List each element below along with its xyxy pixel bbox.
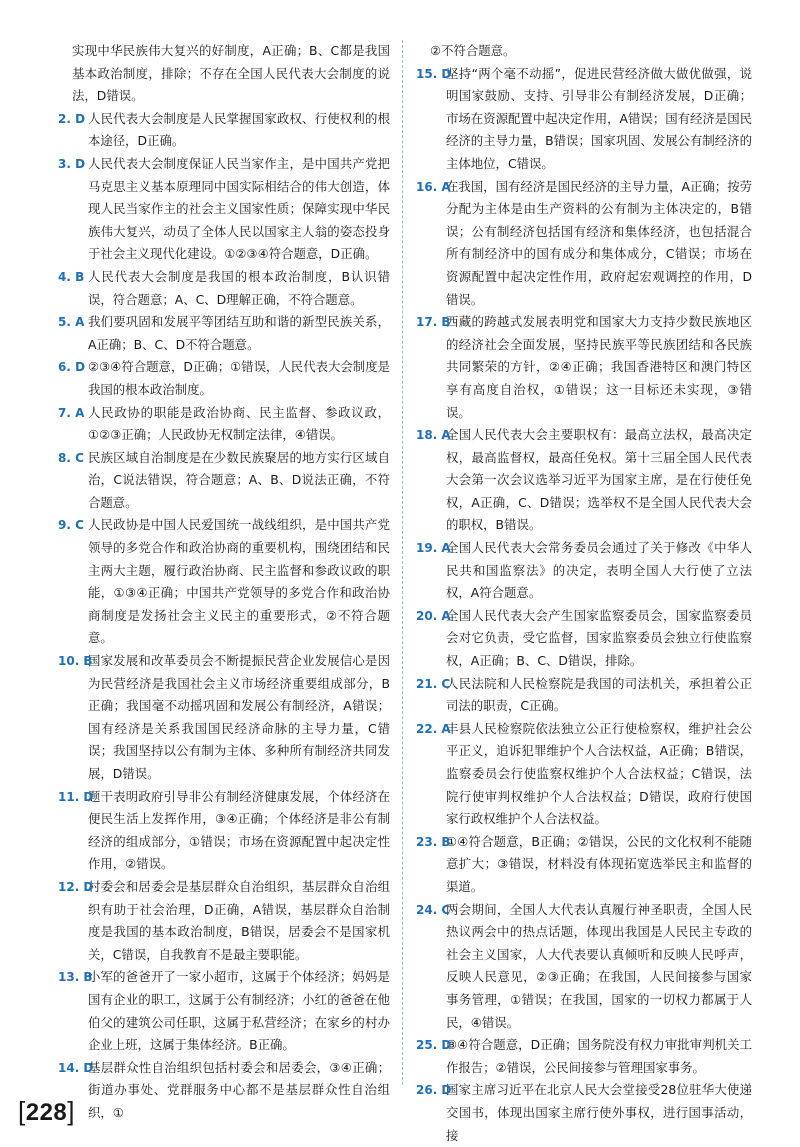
answer-item: [58, 153, 390, 266]
answer-number: 18. A: [416, 428, 451, 443]
answer-text: 题干表明政府引导非公有制经济健康发展，个体经济在便民生活上发挥作用，③④正确；个体经济是非公有制经济的组成部分，①错误；市场在资源配置中起决定性作用，②错误。: [88, 788, 390, 872]
answer-text: 人民法院和人民检察院是我国的司法机关，承担着公正司法的职责，C正确。: [446, 675, 752, 714]
answer-number: 4. B: [58, 269, 85, 284]
page-number-bracket-right: ]: [67, 1096, 76, 1126]
left-column: [58, 40, 390, 1125]
answer-item: [416, 537, 752, 605]
answer-item: [58, 650, 390, 786]
answer-item: [416, 718, 752, 831]
answer-number: 22. A: [416, 721, 451, 736]
answer-number: 16. A: [416, 179, 451, 194]
answer-item: [58, 1057, 390, 1125]
answer-text: 国家主席习近平在北京人民大会堂接受28位驻华大使递交国书，体现出国家主席行使外事权，进行国事活动，接: [446, 1082, 752, 1143]
answer-item: [58, 786, 390, 876]
answer-text: 我们要巩固和发展平等团结互助和谐的新型民族关系，A正确；B、C、D不符合题意。: [88, 314, 390, 352]
answer-item: [416, 424, 752, 537]
answer-item: [58, 402, 390, 447]
answer-text: 全国人民代表大会主要职权有：最高立法权，最高决定权，最高监督权，最高任免权。第十三届全国人民代表大会第一次会议选举习近平为国家主席，是在行使任免权，A正确，C、D错误；选举权不是全国人民代表大会的职权，B错误。: [446, 427, 752, 533]
answer-text: 人民代表大会制度保证人民当家作主，是中国共产党把马克思主义基本原理同中国实际相结合的伟大创造，体现人民当家作主的社会主义国家性质；保障实现中华民族伟大复兴，动员了全体人民以国家主人翁的姿态投身于社会主义现代化建设。①②③④符合题意，D正确。: [88, 155, 390, 262]
answer-text: 坚持“两个毫不动摇”，促进民营经济做大做优做强，说明国家鼓励、支持、引导非公有制经济发展，D正确；市场在资源配置中起决定作用，A错误；国有经济是国民经济的主导力量，B错误；国家巩固、发展公有制经济的主体地位，C错误。: [446, 65, 752, 171]
answer-number: 14. D: [58, 1060, 94, 1075]
answer-text: 丰县人民检察院依法独立公正行使检察权，维护社会公平正义，追诉犯罪维护个人合法权益，A正确；B错误，监察委员会行使监察权维护个人合法权益；C错误，法院行使审判权维护个人合法权益；D错误，政府行使国家行政权维护个人合法权益。: [446, 720, 752, 827]
right-column: [416, 40, 752, 1147]
answer-number: 12. D: [58, 879, 94, 894]
answer-text: 西藏的跨越式发展表明党和国家大力支持少数民族地区的经济社会全面发展，坚持民族平等民族团结和各民族共同繁荣的方针，②④正确；我国香港特区和澳门特区享有高度自治权，①错误；这一目标还未实现，③错误。: [446, 314, 752, 420]
answer-text: 全国人民代表大会常务委员会通过了关于修改《中华人民共和国监察法》的决定，表明全国人大行使了立法权，A符合题意。: [446, 540, 752, 601]
answer-text: ③④符合题意，D正确；国务院没有权力审批审判机关工作报告；②错误，公民间接参与管理国家事务。: [446, 1037, 752, 1075]
answer-item: [58, 266, 390, 311]
answer-number: 6. D: [58, 360, 86, 375]
answer-item: [416, 831, 752, 899]
answer-text: 在我国，国有经济是国民经济的主导力量，A正确；按劳分配为主体是由生产资料的公有制为主体决定的，B错误；公有制经济包括国有经济和集体经济，也包括混合所有制经济中的国有成分和集体成分，C错误；市场在资源配置中起决定性作用，政府起宏观调控的作用，D错误。: [446, 178, 752, 307]
answer-number: 17. B: [416, 315, 451, 330]
answer-number: 25. D: [416, 1038, 452, 1053]
answer-number: 2. D: [58, 111, 86, 126]
answer-item: [58, 356, 390, 401]
answer-text: 实现中华民族伟大复兴的好制度，A正确；B、C都是我国基本政治制度，排除；不存在全国人民代表大会制度的说法，D错误。: [72, 43, 390, 104]
answer-number: 23. B: [416, 834, 451, 849]
answer-number: 24. C: [416, 902, 451, 917]
answer-item: [58, 514, 390, 650]
answer-number: 5. A: [58, 315, 85, 330]
column-divider: [402, 40, 403, 1085]
answer-item: [58, 447, 390, 515]
answer-number: 20. A: [416, 608, 451, 623]
answer-item: [416, 176, 752, 312]
answer-text: 村委会和居委会是基层群众自治组织，基层群众自治组织有助于社会治理，D正确，A错误，基层群众自治制度是我国的基本政治制度，B错误，居委会不是国家机关，C错误，自我教育不是最主要职能。: [88, 878, 390, 962]
answer-number: 9. C: [58, 518, 84, 533]
answer-text: 小军的爸爸开了一家小超市，这属于个体经济；妈妈是国有企业的职工，这属于公有制经济；小红的爸爸在他伯父的建筑公司任职，这属于私营经济；在家乡的村办企业上班，这属于集体经济。B正确。: [88, 969, 390, 1053]
answer-item: [416, 40, 752, 63]
page-number: [18, 1096, 75, 1127]
answer-text: 基层群众性自治组织包括村委会和居委会，③④正确；街道办事处、党群服务中心都不是基层群众性自治组织，①: [88, 1059, 390, 1120]
answer-number: 3. D: [58, 156, 86, 171]
answer-text: 人民代表大会制度是人民掌握国家政权、行使权利的根本途径，D正确。: [88, 110, 390, 149]
answer-item: [416, 673, 752, 718]
answer-text: 国家发展和改革委员会不断提振民营企业发展信心是因为民营经济是我国社会主义市场经济重要组成部分，B正确；我国毫不动摇巩固和发展公有制经济，A错误；国有经济是关系我国国民经济命脉的主导力量，C错误；我国坚持以公有制为主体、多种所有制经济共同发展，D错误。: [88, 653, 390, 781]
answer-number: 19. A: [416, 541, 451, 556]
answer-item: [416, 605, 752, 673]
answer-text: ②③④符合题意，D正确；①错误，人民代表大会制度是我国的根本政治制度。: [88, 359, 390, 397]
answer-number: 15. D: [416, 66, 452, 81]
answer-text: 民族区域自治制度是在少数民族聚居的地方实行区域自治，C说法错误，符合题意；A、B、D说法正确，不符合题意。: [88, 449, 390, 510]
answer-number: 26. D: [416, 1083, 452, 1098]
answer-number: 7. A: [58, 405, 85, 420]
answer-text: ①④符合题意，B正确；②错误，公民的文化权利不能随意扩大；③错误，材料没有体现拓宽选举民主和监督的渠道。: [446, 833, 752, 894]
answer-text: 人民政协是中国人民爱国统一战线组织，是中国共产党领导的多党合作和政治协商的重要机构，围绕团结和民主两大主题，履行政治协商、民主监督和参政议政的职能，①③④正确；中国共产党领导的多党合作和政治协商制度是发扬社会主义民主的重要形式，②不符合题意。: [88, 517, 390, 646]
answer-item: [416, 1034, 752, 1079]
answer-item: [58, 311, 390, 356]
answer-number: 8. C: [58, 450, 84, 465]
answer-item: [416, 899, 752, 1035]
answer-item: [416, 63, 752, 176]
answer-text: 两会期间，全国人大代表认真履行神圣职责，全国人民热议两会中的热点话题，体现出我国是人民民主专政的社会主义国家，人大代表要认真倾听和反映人民呼声，反映人民意见，②③正确；在我国，人民间接参与国家事务管理，①错误；在我国，国家的一切权力都属于人民，④错误。: [446, 901, 752, 1030]
answer-text: 人民代表大会制度是我国的根本政治制度，B认识错误，符合题意；A、C、D理解正确，不符合题意。: [88, 268, 390, 307]
answer-item: [58, 966, 390, 1056]
answer-item: [58, 40, 390, 108]
answer-item: [58, 108, 390, 153]
page-number-value: 228: [25, 1099, 68, 1126]
answer-text: ②不符合题意。: [430, 43, 516, 58]
answer-item: [416, 311, 752, 424]
answer-text: 全国人民代表大会产生国家监察委员会，国家监察委员会对它负责，受它监督，国家监察委员会独立行使监察权，A正确；B、C、D错误，排除。: [446, 607, 752, 669]
page-number-bracket-left: [: [18, 1096, 26, 1126]
answer-item: [58, 876, 390, 966]
answer-number: 21. C: [416, 676, 451, 691]
answer-number: 13. B: [58, 970, 93, 985]
answer-text: 人民政协的职能是政治协商、民主监督、参政议政，①②③正确；人民政协无权制定法律，④错误。: [88, 404, 390, 443]
answer-number: 10. B: [58, 654, 93, 669]
answer-item: [416, 1079, 752, 1147]
answer-number: 11. D: [58, 789, 94, 804]
